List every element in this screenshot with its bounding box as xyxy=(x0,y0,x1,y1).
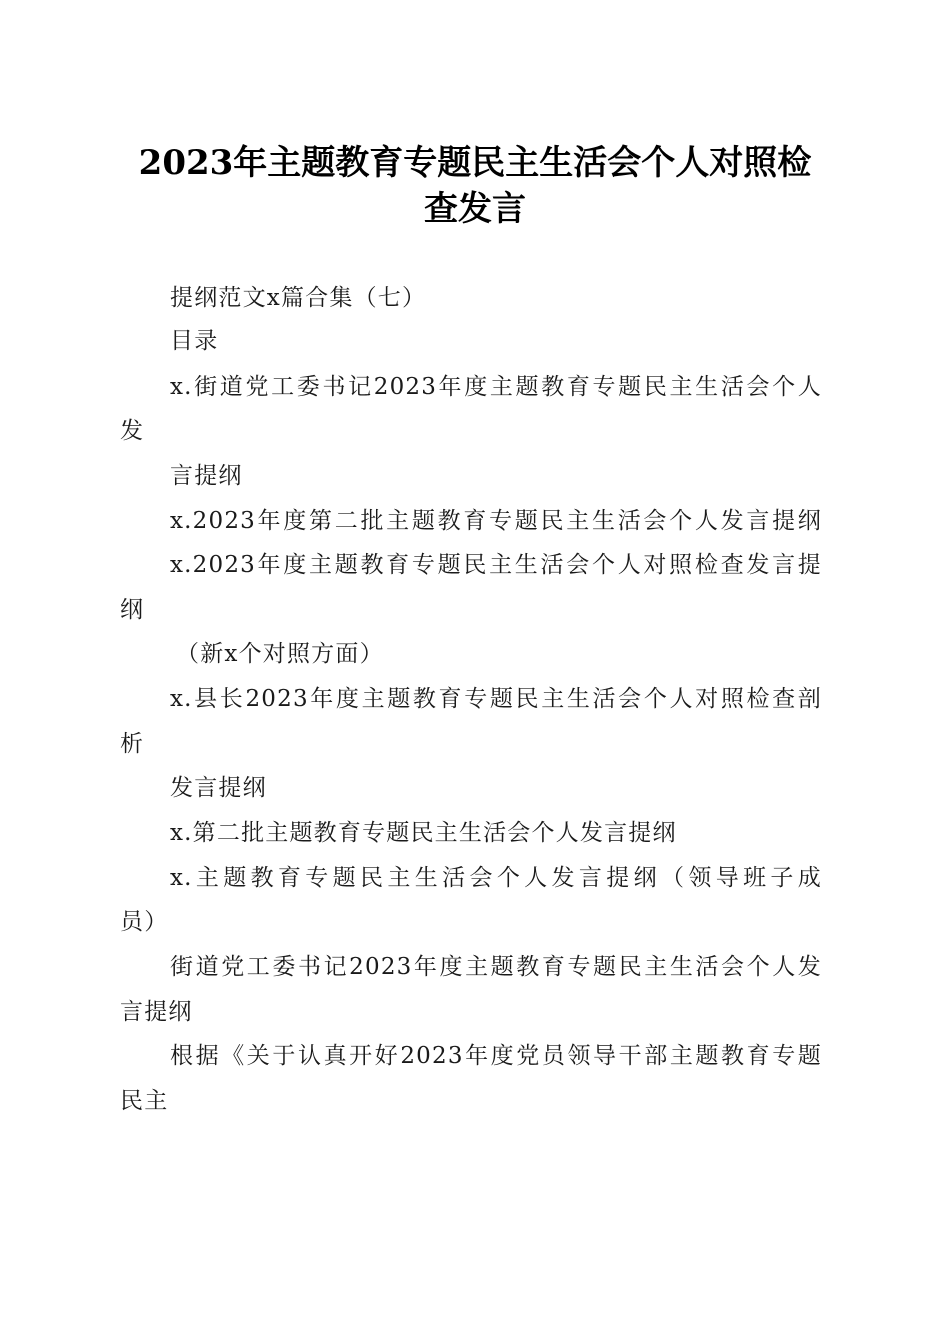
section-heading-wrap: 言提纲 xyxy=(120,999,193,1025)
document-title-line-2: 查发言 xyxy=(424,189,526,229)
toc-heading: 目录 xyxy=(170,328,219,354)
subtitle-line: 提纲范文x篇合集（七） xyxy=(170,285,427,311)
document-title-line-1: 2023年主题教育专题民主生活会个人对照检 xyxy=(138,143,812,183)
toc-item-4-wrap: 析 xyxy=(120,731,145,757)
toc-item-4-cont: 发言提纲 xyxy=(170,775,267,801)
toc-item-5: x.第二批主题教育专题民主生活会个人发言提纲 xyxy=(170,820,677,846)
body-paragraph: 根据《关于认真开好2023年度党员领导干部主题教育专题 xyxy=(170,1043,822,1069)
toc-item-4: x.县长2023年度主题教育专题民主生活会个人对照检查剖 xyxy=(170,686,822,712)
toc-item-1: x.街道党工委书记2023年度主题教育专题民主生活会个人 xyxy=(170,374,822,400)
toc-item-2: x.2023年度第二批主题教育专题民主生活会个人发言提纲 xyxy=(170,508,822,534)
body-paragraph-wrap: 民主 xyxy=(120,1088,169,1114)
toc-item-3: x.2023年度主题教育专题民主生活会个人对照检查发言提 xyxy=(170,552,822,578)
toc-item-1-cont: 言提纲 xyxy=(170,463,243,489)
toc-item-3-wrap: 纲 xyxy=(120,597,145,623)
toc-item-6: x.主题教育专题民主生活会个人发言提纲（领导班子成 xyxy=(170,865,822,891)
section-heading: 街道党工委书记2023年度主题教育专题民主生活会个人发 xyxy=(170,954,822,980)
toc-item-1-wrap: 发 xyxy=(120,418,145,444)
toc-item-6-wrap: 员） xyxy=(120,909,169,935)
toc-item-3-cont: （新x个对照方面） xyxy=(176,641,384,667)
